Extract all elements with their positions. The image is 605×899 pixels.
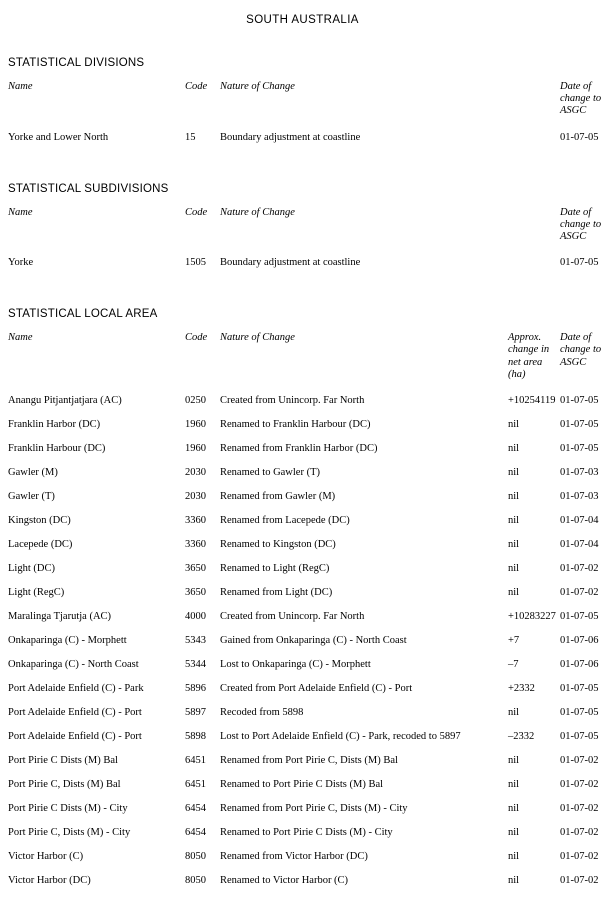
cell-date: 01-07-02 — [560, 755, 599, 767]
cell-date: 01-07-02 — [560, 563, 599, 575]
cell-date: 01-07-02 — [560, 803, 599, 815]
cell-date: 01-07-05 — [560, 611, 599, 623]
cell-nature: Gained from Onkaparinga (C) - North Coast — [220, 635, 407, 647]
cell-name: Light (DC) — [8, 563, 55, 575]
cell-date: 01-07-05 — [560, 707, 599, 719]
table-row — [8, 587, 605, 611]
table-statistical-local-area — [8, 332, 605, 899]
cell-nature: Renamed from Franklin Harbor (DC) — [220, 443, 378, 455]
cell-name: Port Pirie C, Dists (M) Bal — [8, 779, 121, 791]
table-row — [8, 515, 605, 539]
cell-code: 5343 — [185, 635, 206, 647]
table-row — [8, 257, 605, 281]
cell-name: Port Adelaide Enfield (C) - Port — [8, 707, 142, 719]
table-row — [8, 659, 605, 683]
cell-date: 01-07-02 — [560, 827, 599, 839]
cell-date: 01-07-05 — [560, 683, 599, 695]
cell-date: 01-07-05 — [560, 131, 599, 143]
cell-nature: Renamed to Port Pirie C Dists (M) Bal — [220, 779, 384, 791]
header-spacer — [8, 243, 605, 257]
cell-name: Gawler (T) — [8, 491, 55, 503]
cell-code: 4000 — [185, 611, 206, 623]
cell-approx-change: nil — [508, 779, 520, 791]
table-row — [8, 635, 605, 659]
column-header-approx-change: Approx. change in net area (ha) — [508, 332, 550, 380]
cell-nature: Recoded from 5898 — [220, 707, 304, 719]
section-heading-statistical-divisions: STATISTICAL DIVISIONS — [8, 57, 145, 69]
table-row — [8, 827, 605, 851]
cell-approx-change: –7 — [508, 659, 519, 671]
cell-nature: Created from Unincorp. Far North — [220, 611, 365, 623]
cell-approx-change: +10254119 — [508, 395, 556, 407]
spacer-cell — [8, 243, 605, 257]
cell-name: Maralinga Tjarutja (AC) — [8, 611, 112, 623]
column-header-code: Code — [185, 332, 208, 344]
cell-code: 5898 — [185, 731, 206, 743]
cell-approx-change: –2332 — [508, 731, 535, 743]
spacer-cell — [8, 118, 605, 132]
cell-date: 01-07-03 — [560, 491, 599, 503]
cell-code: 15 — [185, 131, 196, 143]
cell-date: 01-07-04 — [560, 539, 599, 551]
cell-code: 8050 — [185, 851, 206, 863]
cell-nature: Renamed from Light (DC) — [220, 587, 333, 599]
column-header-name: Name — [8, 206, 33, 218]
cell-nature: Renamed to Port Pirie C Dists (M) - City — [220, 827, 393, 839]
cell-date: 01-07-02 — [560, 779, 599, 791]
cell-name: Victor Harbor (C) — [8, 851, 84, 863]
column-header-nature: Nature of Change — [220, 332, 295, 344]
table-statistical-subdivisions — [8, 207, 605, 282]
cell-code: 8050 — [185, 875, 206, 887]
cell-name: Onkaparinga (C) - North Coast — [8, 659, 139, 671]
cell-name: Victor Harbor (DC) — [8, 875, 91, 887]
cell-name: Port Pirie C Dists (M) Bal — [8, 755, 118, 767]
column-header-code: Code — [185, 206, 208, 218]
table-row — [8, 491, 605, 515]
spacer-cell — [8, 381, 605, 395]
cell-name: Lacepede (DC) — [8, 539, 73, 551]
header-spacer — [8, 381, 605, 395]
column-header-date: Date of change to ASGC — [560, 81, 602, 117]
cell-approx-change: +7 — [508, 635, 520, 647]
cell-approx-change: nil — [508, 539, 520, 551]
table-row — [8, 611, 605, 635]
cell-nature: Renamed from Victor Harbor (DC) — [220, 851, 368, 863]
table-row — [8, 731, 605, 755]
cell-date: 01-07-05 — [560, 731, 599, 743]
cell-nature: Lost to Onkaparinga (C) - Morphett — [220, 659, 371, 671]
cell-approx-change: nil — [508, 827, 520, 839]
table-header-row — [8, 207, 605, 244]
cell-code: 1960 — [185, 443, 206, 455]
cell-date: 01-07-05 — [560, 443, 599, 455]
cell-nature: Renamed from Gawler (M) — [220, 491, 336, 503]
cell-code: 3360 — [185, 515, 206, 527]
cell-approx-change: +10283227 — [508, 611, 556, 623]
cell-nature: Created from Unincorp. Far North — [220, 395, 365, 407]
cell-approx-change: nil — [508, 491, 520, 503]
cell-nature: Renamed from Lacepede (DC) — [220, 515, 350, 527]
column-header-date: Date of change to ASGC — [560, 332, 602, 368]
page-title: SOUTH AUSTRALIA — [246, 14, 359, 26]
cell-name: Port Adelaide Enfield (C) - Port — [8, 731, 142, 743]
cell-code: 5896 — [185, 683, 206, 695]
table-row — [8, 132, 605, 156]
cell-name: Port Pirie C, Dists (M) - City — [8, 827, 131, 839]
cell-name: Light (RegC) — [8, 587, 65, 599]
cell-date: 01-07-05 — [560, 395, 599, 407]
cell-approx-change: nil — [508, 587, 520, 599]
cell-date: 01-07-06 — [560, 635, 599, 647]
column-header-nature: Nature of Change — [220, 81, 295, 92]
cell-nature: Lost to Port Adelaide Enfield (C) - Park, recoded to 5897 — [220, 731, 461, 743]
cell-code: 6454 — [185, 803, 206, 815]
cell-code: 6451 — [185, 755, 206, 767]
cell-code: 1960 — [185, 419, 206, 431]
document-page — [0, 14, 605, 887]
cell-nature: Renamed to Franklin Harbour (DC) — [220, 419, 371, 431]
cell-code: 6451 — [185, 779, 206, 791]
cell-code: 3650 — [185, 587, 206, 599]
cell-approx-change: nil — [508, 419, 520, 431]
cell-approx-change: nil — [508, 515, 520, 527]
table-row — [8, 707, 605, 731]
cell-approx-change: nil — [508, 755, 520, 767]
cell-name: Port Pirie C Dists (M) - City — [8, 803, 128, 815]
cell-date: 01-07-02 — [560, 587, 599, 599]
cell-name: Yorke and Lower North — [8, 131, 109, 143]
table-body-sla — [8, 395, 605, 899]
cell-code: 6454 — [185, 827, 206, 839]
cell-code: 3360 — [185, 539, 206, 551]
section-heading-statistical-subdivisions: STATISTICAL SUBDIVISIONS — [8, 182, 169, 195]
column-header-date: Date of change to ASGC — [560, 206, 602, 243]
cell-approx-change: nil — [508, 875, 520, 887]
table-row — [8, 803, 605, 827]
cell-approx-change: nil — [508, 803, 520, 815]
cell-date: 01-07-02 — [560, 851, 599, 863]
cell-name: Anangu Pitjantjatjara (AC) — [8, 395, 122, 407]
cell-date: 01-07-05 — [560, 257, 599, 269]
cell-name: Onkaparinga (C) - Morphett — [8, 635, 127, 647]
table-row — [8, 563, 605, 587]
column-header-name: Name — [8, 81, 33, 92]
cell-name: Franklin Harbour (DC) — [8, 443, 106, 455]
cell-approx-change: nil — [508, 443, 520, 455]
cell-nature: Renamed from Port Pirie C, Dists (M) - City — [220, 803, 408, 815]
cell-name: Yorke — [8, 257, 34, 269]
cell-nature: Boundary adjustment at coastline — [220, 257, 361, 269]
table-row — [8, 395, 605, 419]
table-header-row — [8, 332, 605, 381]
table-statistical-divisions — [8, 81, 605, 156]
cell-code: 2030 — [185, 491, 206, 503]
column-header-name: Name — [8, 332, 33, 344]
header-spacer — [8, 118, 605, 132]
cell-code: 5897 — [185, 707, 206, 719]
cell-approx-change: nil — [508, 467, 520, 479]
table-row — [8, 875, 605, 899]
cell-date: 01-07-02 — [560, 875, 599, 887]
column-header-code: Code — [185, 81, 208, 92]
table-row — [8, 755, 605, 779]
cell-code: 3650 — [185, 563, 206, 575]
table-row — [8, 467, 605, 491]
cell-name: Franklin Harbor (DC) — [8, 419, 101, 431]
table-row — [8, 683, 605, 707]
table-row — [8, 443, 605, 467]
cell-nature: Renamed to Kingston (DC) — [220, 539, 336, 551]
cell-date: 01-07-04 — [560, 515, 599, 527]
cell-code: 0250 — [185, 395, 206, 407]
section-heading-statistical-local-area: STATISTICAL LOCAL AREA — [8, 308, 158, 321]
cell-approx-change: nil — [508, 851, 520, 863]
cell-approx-change: nil — [508, 563, 520, 575]
table-row — [8, 779, 605, 803]
cell-nature: Renamed to Light (RegC) — [220, 563, 330, 575]
table-header-row — [8, 81, 605, 118]
cell-nature: Renamed to Gawler (T) — [220, 467, 321, 479]
cell-date: 01-07-03 — [560, 467, 599, 479]
cell-code: 2030 — [185, 467, 206, 479]
cell-date: 01-07-06 — [560, 659, 599, 671]
cell-nature: Boundary adjustment at coastline — [220, 131, 361, 143]
cell-name: Port Adelaide Enfield (C) - Park — [8, 683, 144, 695]
cell-name: Kingston (DC) — [8, 515, 71, 527]
table-row — [8, 419, 605, 443]
cell-nature: Renamed from Port Pirie C, Dists (M) Bal — [220, 755, 398, 767]
column-header-nature: Nature of Change — [220, 206, 295, 218]
cell-code: 1505 — [185, 257, 206, 269]
table-row — [8, 851, 605, 875]
cell-nature: Renamed to Victor Harbor (C) — [220, 875, 349, 887]
cell-approx-change: +2332 — [508, 683, 535, 695]
cell-name: Gawler (M) — [8, 467, 58, 479]
table-row — [8, 539, 605, 563]
cell-date: 01-07-05 — [560, 419, 599, 431]
cell-code: 5344 — [185, 659, 206, 671]
cell-nature: Created from Port Adelaide Enfield (C) - Port — [220, 683, 413, 695]
cell-approx-change: nil — [508, 707, 520, 719]
